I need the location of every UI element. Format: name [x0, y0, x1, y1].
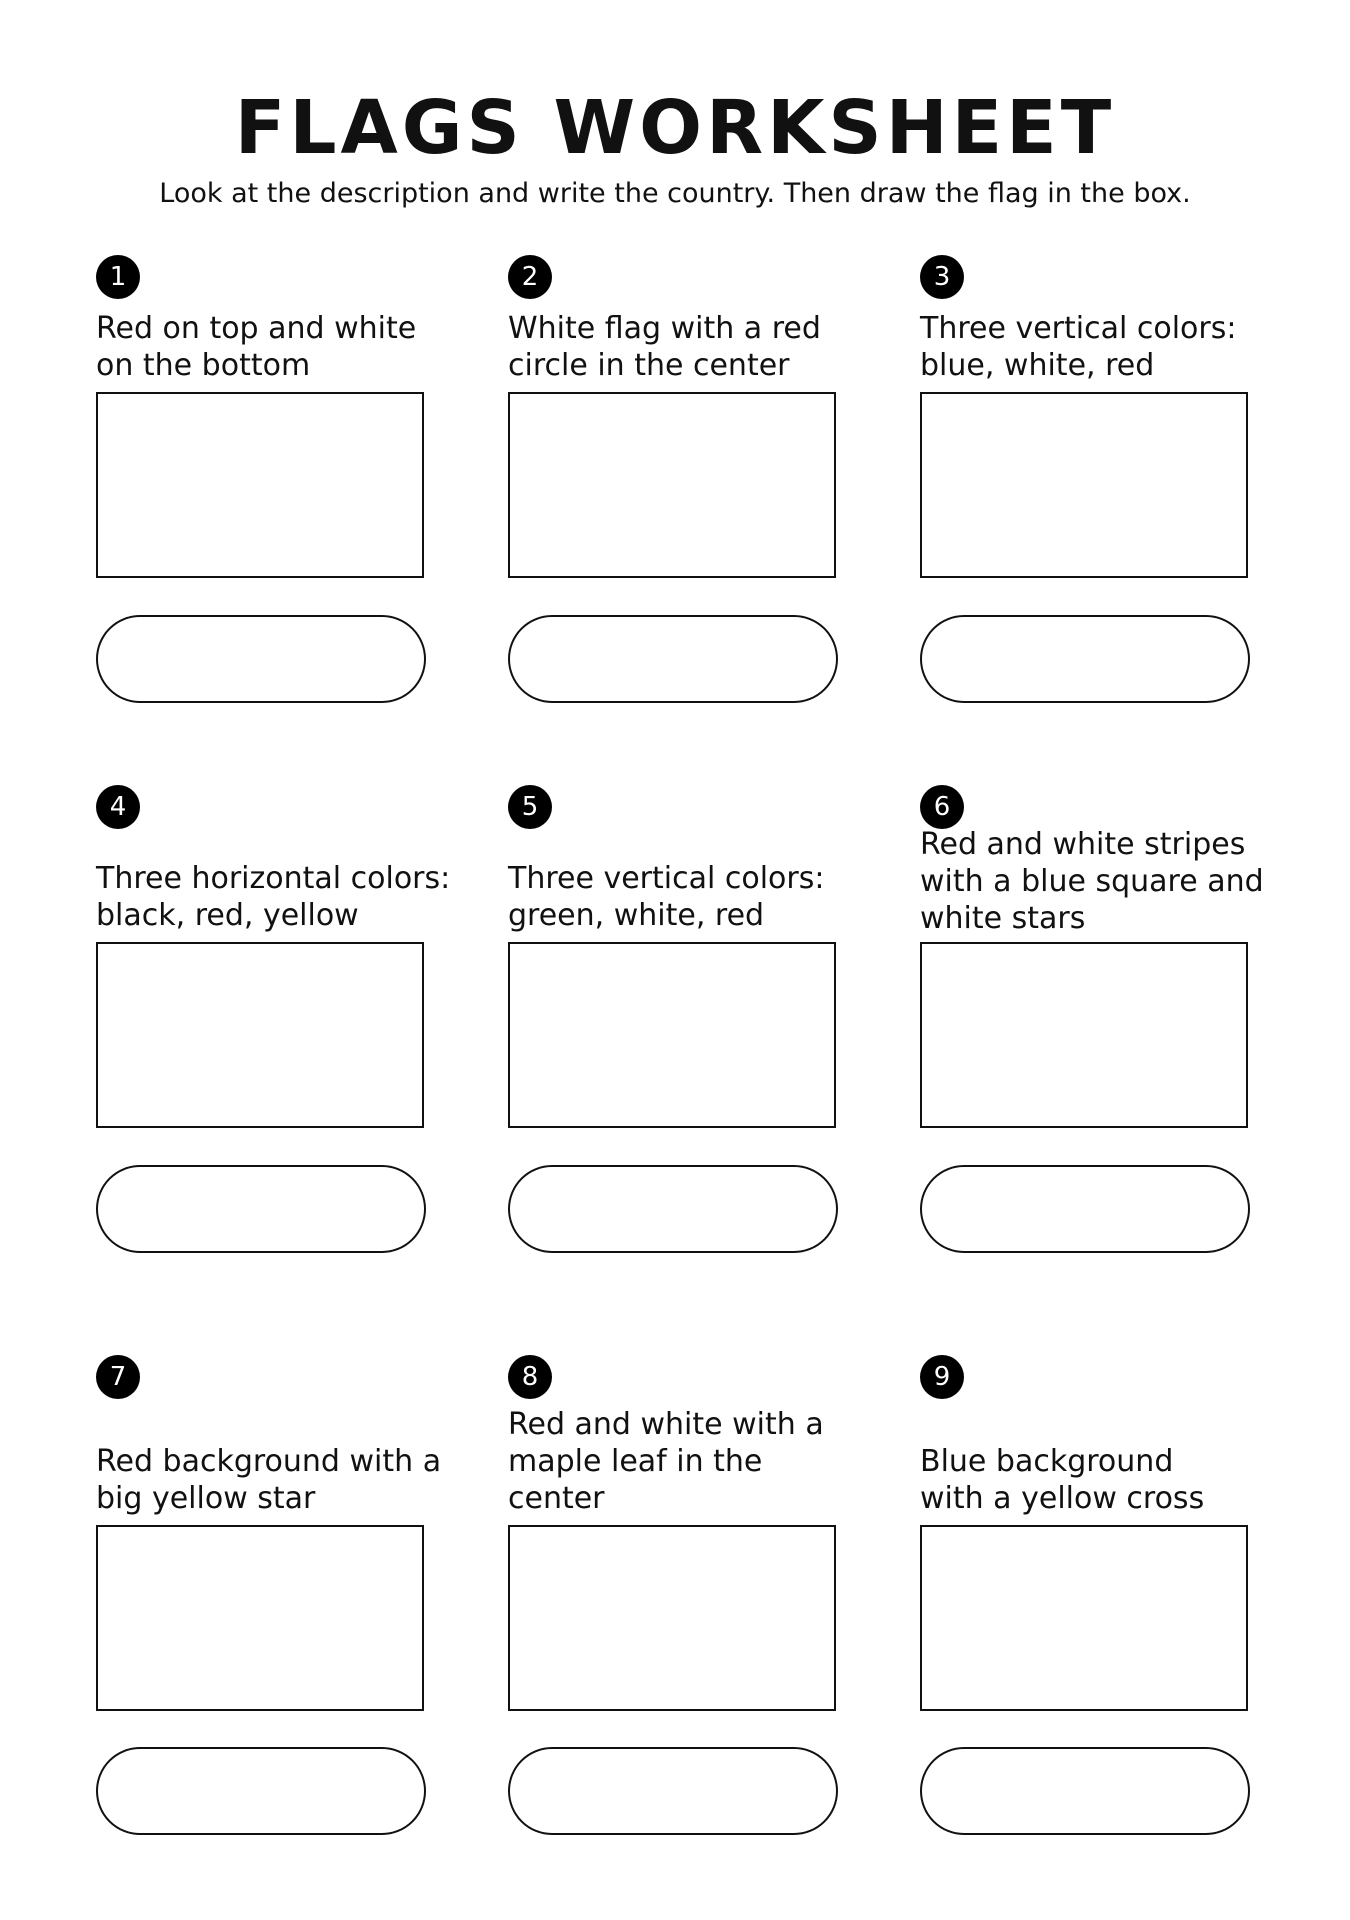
question-number-badge: 9	[920, 1355, 964, 1399]
question-number-badge: 4	[96, 785, 140, 829]
country-answer-field[interactable]	[920, 615, 1250, 703]
question-number-badge: 1	[96, 255, 140, 299]
question-item-3	[920, 255, 1300, 705]
flag-drawing-box[interactable]	[920, 942, 1248, 1128]
flag-drawing-box[interactable]	[96, 1525, 424, 1711]
worksheet-instructions: Look at the description and write the country. Then draw the flag in the box.	[159, 178, 1191, 209]
question-description: Blue background with a yellow cross	[920, 1444, 1205, 1516]
question-description: Red and white stripes with a blue square and white stars	[920, 827, 1264, 936]
country-answer-field[interactable]	[96, 615, 426, 703]
question-number-badge: 5	[508, 785, 552, 829]
question-number-badge: 6	[920, 785, 964, 829]
question-item-7	[96, 1355, 476, 1835]
question-item-9	[920, 1355, 1300, 1835]
flag-drawing-box[interactable]	[920, 392, 1248, 578]
question-number-badge: 8	[508, 1355, 552, 1399]
country-answer-field[interactable]	[920, 1747, 1250, 1835]
question-description: Three horizontal colors: black, red, yellow	[96, 861, 451, 933]
flag-drawing-box[interactable]	[508, 1525, 836, 1711]
question-item-1	[96, 255, 476, 705]
question-description: Three vertical colors: green, white, red	[508, 861, 825, 933]
flag-drawing-box[interactable]	[508, 392, 836, 578]
flag-drawing-box[interactable]	[920, 1525, 1248, 1711]
country-answer-field[interactable]	[96, 1165, 426, 1253]
question-item-8	[508, 1355, 888, 1835]
question-number-badge: 7	[96, 1355, 140, 1399]
question-item-2	[508, 255, 888, 705]
flag-drawing-box[interactable]	[96, 392, 424, 578]
question-number-badge: 3	[920, 255, 964, 299]
question-number-badge: 2	[508, 255, 552, 299]
country-answer-field[interactable]	[920, 1165, 1250, 1253]
question-item-6	[920, 785, 1300, 1255]
question-item-4	[96, 785, 476, 1255]
question-description: Three vertical colors: blue, white, red	[920, 311, 1237, 383]
country-answer-field[interactable]	[96, 1747, 426, 1835]
flag-drawing-box[interactable]	[508, 942, 836, 1128]
flag-drawing-box[interactable]	[96, 942, 424, 1128]
question-description: Red and white with a maple leaf in the center	[508, 1407, 824, 1516]
question-item-5	[508, 785, 888, 1255]
country-answer-field[interactable]	[508, 1165, 838, 1253]
question-description: White flag with a red circle in the center	[508, 311, 821, 383]
country-answer-field[interactable]	[508, 1747, 838, 1835]
question-description: Red background with a big yellow star	[96, 1444, 442, 1516]
worksheet-title: FLAGS WORKSHEET	[234, 85, 1116, 171]
country-answer-field[interactable]	[508, 615, 838, 703]
question-description: Red on top and white on the bottom	[96, 311, 417, 383]
